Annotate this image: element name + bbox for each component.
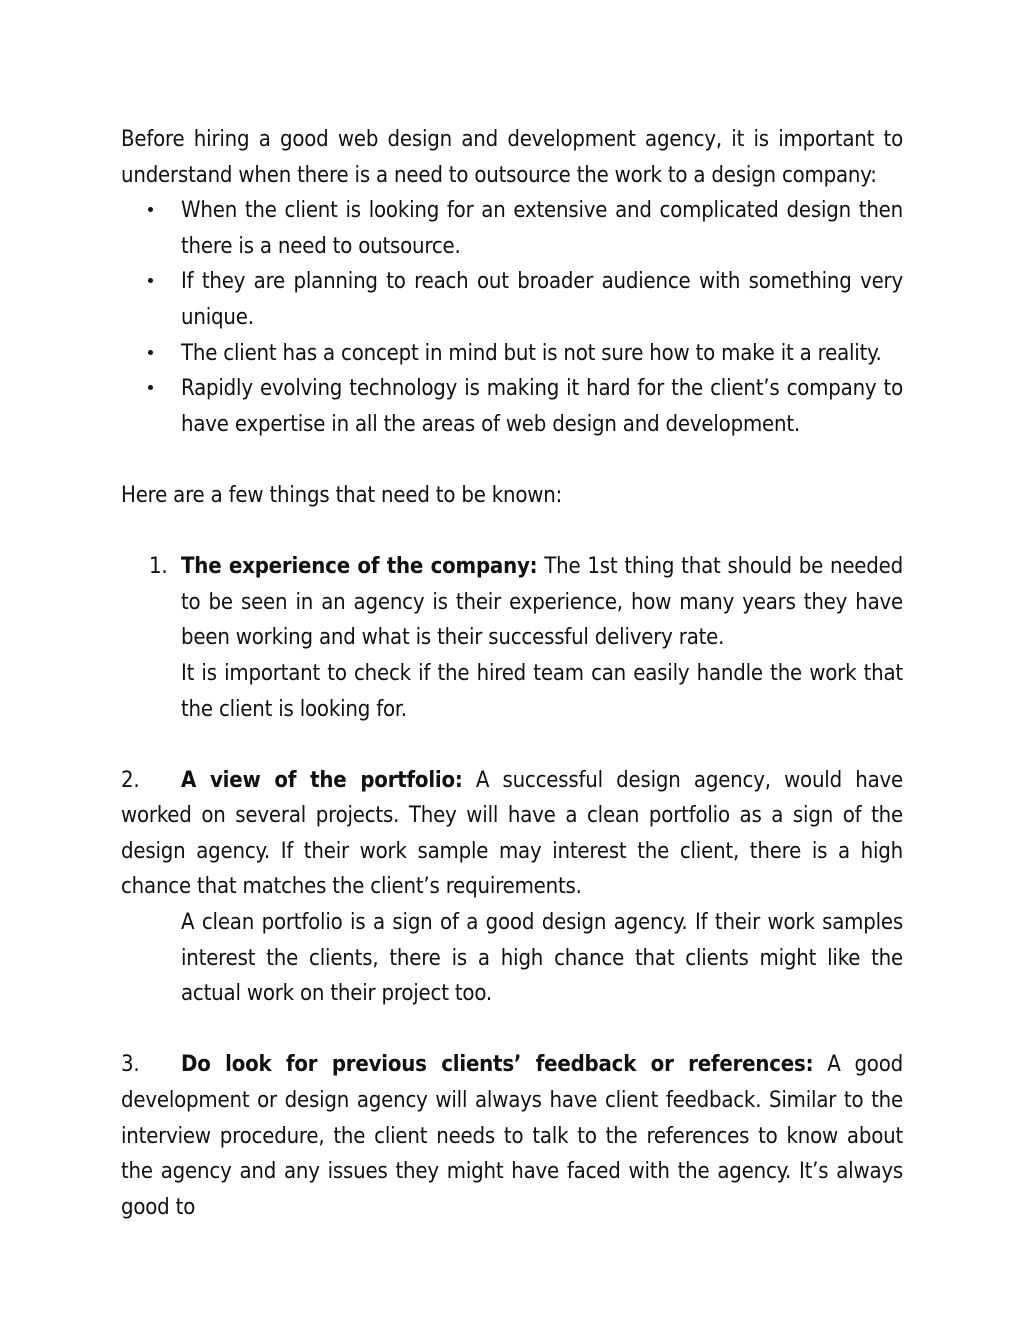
numbered-item-2	[121, 763, 903, 905]
list-item	[181, 336, 903, 372]
intro-paragraph: Before hiring a good web design and development agency, it is important to understand when there is a need to outsource the work to a design company:	[121, 127, 903, 188]
item-number: 2.	[121, 767, 140, 793]
item-text: A successful design agency, would have worked on several projects. They will have a clean portfolio as a sign of the design agency. If their work sample may interest the client, there is a high chance that matches the client’s requirements.	[121, 767, 903, 900]
document-page	[121, 122, 903, 1225]
bullet-dot-icon	[148, 350, 153, 355]
list-item-text: If they are planning to reach out broader audience with something very unique.	[181, 269, 903, 330]
list-item	[181, 264, 903, 335]
list-item	[181, 371, 903, 442]
item-paragraph	[181, 549, 903, 656]
spacer	[121, 514, 903, 550]
item-heading: The experience of the company:	[181, 554, 538, 580]
spacer	[121, 727, 903, 763]
outsource-reasons-list	[121, 193, 903, 442]
spacer	[121, 442, 903, 478]
list-item-text: When the client is looking for an extensive and complicated design then there is a need to outsource.	[181, 198, 903, 259]
list-item-text: The client has a concept in mind but is not sure how to make it a reality.	[181, 340, 882, 366]
numbered-item-1	[121, 549, 903, 727]
list-item-text: Rapidly evolving technology is making it hard for the client’s company to have expertise in all the areas of web design and development.	[181, 376, 903, 437]
spacer	[121, 1012, 903, 1048]
item-text: A good development or design agency will always have client feedback. Similar to the interview procedure, the client needs to talk to the references to know about the agency and any issues they might have faced with the agency. It’s always good to	[121, 1052, 903, 1220]
bullet-dot-icon	[148, 385, 153, 390]
item-number: 1.	[149, 554, 168, 580]
item-number: 3.	[121, 1052, 140, 1078]
item-text: The 1st thing that should be needed to be seen in an agency is their experience, how many years they have been working and what is their successful delivery rate.	[181, 554, 903, 651]
item-heading: Do look for previous clients’ feedback or references:	[181, 1052, 814, 1078]
numbered-item-3	[121, 1047, 903, 1225]
lead-in-paragraph: Here are a few things that need to be known:	[121, 482, 563, 508]
bullet-dot-icon	[148, 278, 153, 283]
bullet-dot-icon	[148, 207, 153, 212]
item-heading: A view of the portfolio:	[181, 767, 463, 793]
item-extra-paragraph: A clean portfolio is a sign of a good design agency. If their work samples interest the clients, there is a high chance that clients might like the actual work on their project too.	[181, 910, 903, 1007]
list-item	[181, 193, 903, 264]
item-extra-paragraph: It is important to check if the hired team can easily handle the work that the client is looking for.	[181, 660, 903, 722]
